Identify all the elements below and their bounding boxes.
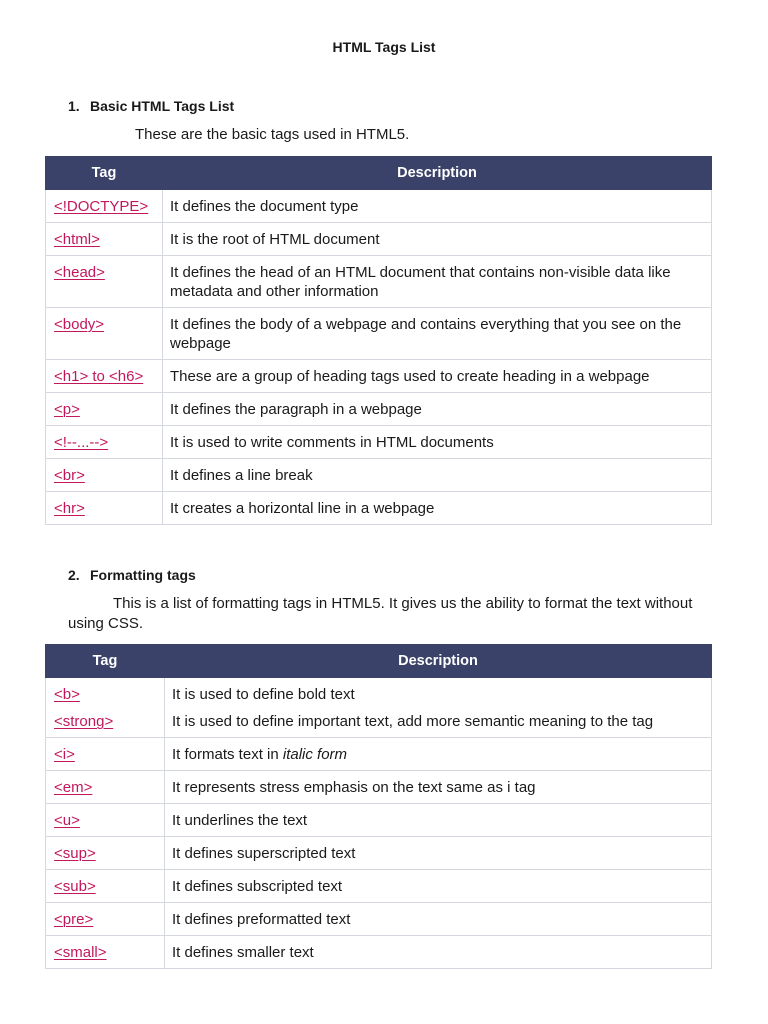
table-row: [46, 837, 712, 870]
formatting-tags-table: [45, 644, 712, 969]
tag-link[interactable]: <hr>: [54, 500, 85, 517]
tag-description: It defines superscripted text: [165, 837, 712, 870]
table-header-row: [46, 645, 712, 678]
tag-description: It defines the body of a webpage and contains everything that you see on the webpage: [163, 308, 712, 360]
section-title: Basic HTML Tags List: [90, 98, 235, 114]
description-italic-text: italic form: [282, 746, 348, 763]
table-row: [46, 308, 712, 360]
section-heading-formatting: [68, 567, 196, 583]
tag-link[interactable]: <pre>: [54, 911, 94, 928]
tag-link[interactable]: <!--...-->: [54, 434, 109, 451]
tag-link[interactable]: <strong>: [54, 713, 114, 730]
section-heading-basic: [68, 98, 234, 114]
tag-link[interactable]: <p>: [54, 401, 80, 418]
table-row: [46, 393, 712, 426]
tag-link[interactable]: <br>: [54, 467, 85, 484]
table-row: [46, 223, 712, 256]
table-row: [46, 492, 712, 525]
section-number: 2.: [68, 567, 80, 583]
tag-description: It defines smaller text: [165, 936, 712, 969]
tag-link[interactable]: <head>: [54, 264, 105, 281]
tag-link[interactable]: <!DOCTYPE>: [54, 198, 149, 215]
table-row: [46, 256, 712, 308]
tag-link[interactable]: <sup>: [54, 845, 96, 862]
column-header-description: Description: [163, 157, 712, 190]
section-intro-basic: These are the basic tags used in HTML5.: [135, 126, 410, 143]
table-row: [46, 360, 712, 393]
tag-description: It creates a horizontal line in a webpage: [163, 492, 712, 525]
tag-description: [165, 738, 712, 771]
column-header-description: Description: [165, 645, 712, 678]
page-title: HTML Tags List: [332, 39, 436, 55]
table-row: [46, 804, 712, 837]
tag-description: It is used to define important text, add more semantic meaning to the tag: [165, 708, 712, 738]
tag-description: It defines the document type: [163, 190, 712, 223]
tag-link[interactable]: <b>: [54, 686, 80, 703]
tag-description: It defines preformatted text: [165, 903, 712, 936]
tag-link[interactable]: <u>: [54, 812, 80, 829]
table-header-row: [46, 157, 712, 190]
tag-link[interactable]: <body>: [54, 316, 105, 333]
tag-link[interactable]: <html>: [54, 231, 100, 248]
table-row: [46, 870, 712, 903]
basic-tags-table: [45, 156, 712, 525]
table-row: [46, 903, 712, 936]
tag-description: It is used to define bold text: [165, 678, 712, 709]
tag-link[interactable]: <i>: [54, 746, 75, 763]
table-row: [46, 771, 712, 804]
table-row: [46, 678, 712, 709]
table-row: [46, 426, 712, 459]
description-text: It formats text in: [172, 746, 283, 763]
section-number: 1.: [68, 98, 80, 114]
tag-link[interactable]: <h1> to <h6>: [54, 368, 144, 385]
tag-description: It defines subscripted text: [165, 870, 712, 903]
table-row: [46, 738, 712, 771]
tag-description: It represents stress emphasis on the text same as i tag: [165, 771, 712, 804]
column-header-tag: Tag: [46, 645, 165, 678]
tag-description: It defines a line break: [163, 459, 712, 492]
tag-description: It underlines the text: [165, 804, 712, 837]
section-intro-formatting: This is a list of formatting tags in HTML5. It gives us the ability to format the text without using CSS.: [68, 595, 693, 632]
section-title: Formatting tags: [90, 567, 196, 583]
tag-link[interactable]: <sub>: [54, 878, 96, 895]
table-row: [46, 936, 712, 969]
tag-description: It is used to write comments in HTML documents: [163, 426, 712, 459]
tag-description: It defines the head of an HTML document that contains non-visible data like metadata and other information: [163, 256, 712, 308]
table-row: [46, 459, 712, 492]
column-header-tag: Tag: [46, 157, 163, 190]
tag-description: It is the root of HTML document: [163, 223, 712, 256]
tag-link[interactable]: <small>: [54, 944, 107, 961]
tag-description: These are a group of heading tags used to create heading in a webpage: [163, 360, 712, 393]
table-row: [46, 190, 712, 223]
tag-link[interactable]: <em>: [54, 779, 93, 796]
tag-description: It defines the paragraph in a webpage: [163, 393, 712, 426]
table-row: [46, 708, 712, 738]
